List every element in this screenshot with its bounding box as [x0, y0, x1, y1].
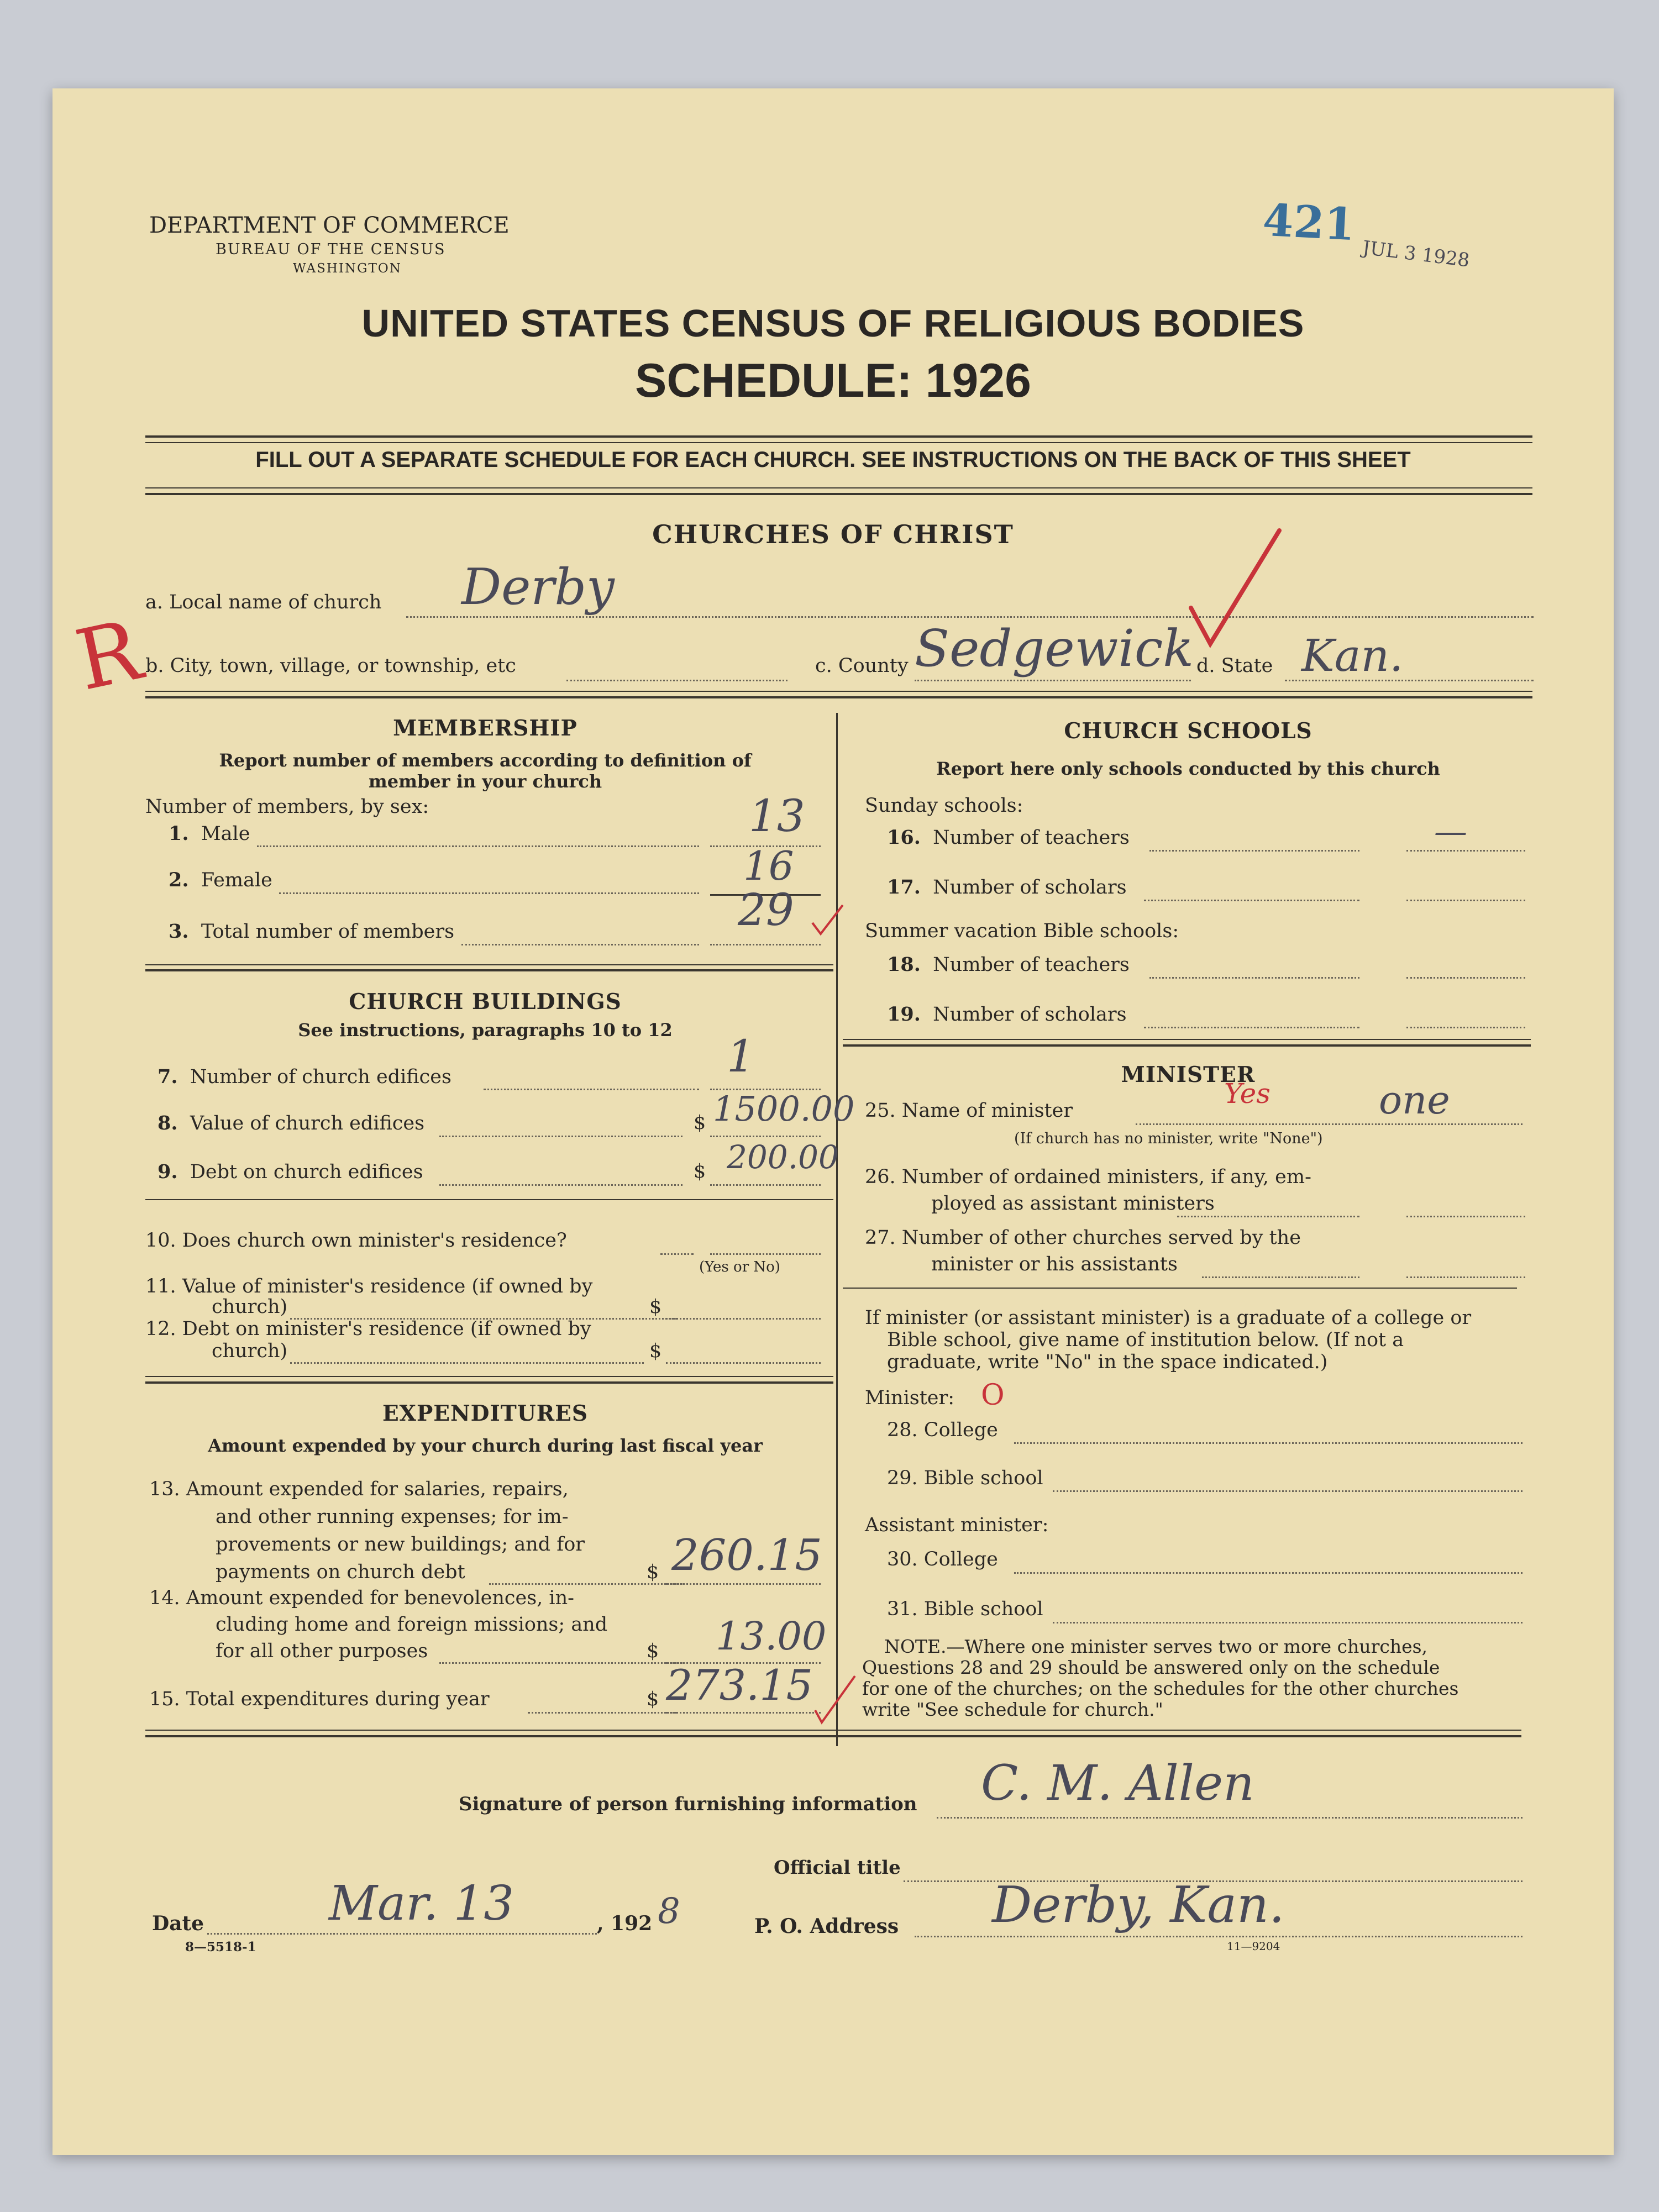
summer-teachers-row [887, 953, 1130, 976]
assistant-college-line [1014, 1572, 1523, 1574]
q15-answer-line [666, 1712, 821, 1714]
section-rule-thin [145, 691, 1532, 692]
edifice-debt-value: 200.00 [727, 1138, 839, 1176]
church-name-line [406, 616, 1534, 618]
q13-line-1: 13. Amount expended for salaries, repairs, [149, 1478, 569, 1500]
form-number-right: 11—9204 [1227, 1940, 1280, 1953]
minister-name-value: one [1379, 1078, 1450, 1123]
edifice-value-label: Value of church edifices [190, 1112, 425, 1134]
members-by-sex-label: Number of members, by sex: [145, 796, 429, 818]
margin-review-mark: R [68, 602, 149, 710]
date-label: Date [152, 1912, 204, 1935]
red-check-mark [1185, 525, 1285, 652]
sunday-schools-label: Sunday schools: [865, 795, 1023, 817]
q15-label: 15. Total expenditures during year [149, 1688, 490, 1710]
minister-name-red-mark: Yes [1224, 1078, 1271, 1110]
male-row [169, 822, 250, 845]
residence-answer-line [710, 1253, 821, 1255]
date-line [207, 1933, 597, 1935]
date-year-digit: 8 [658, 1891, 680, 1932]
summer-teachers-answer-line [1406, 977, 1525, 979]
header-rule-top-thin [145, 442, 1532, 443]
total-members-answer-line [710, 944, 821, 945]
q13-leader [489, 1583, 683, 1585]
edifices-label: Number of church edifices [190, 1066, 452, 1088]
total-members-value: 29 [738, 884, 794, 936]
female-leader [279, 892, 699, 894]
sunday-scholars-number: 17. [887, 876, 921, 899]
sunday-scholars-label: Number of scholars [933, 876, 1127, 899]
edifice-debt-dollar: $ [694, 1160, 706, 1183]
membership-note-1: Report number of members according to definition of [219, 750, 752, 771]
residence-rule [145, 1381, 833, 1384]
bible-school-label: 29. Bible school [887, 1467, 1043, 1489]
sunday-teachers-number: 16. [887, 826, 921, 849]
footer-rule [145, 1735, 1521, 1737]
sunday-scholars-answer-line [1406, 900, 1525, 901]
date-year-prefix: , 192 [597, 1912, 653, 1935]
residence-question: 10. Does church own minister's residence? [145, 1230, 567, 1252]
received-date-stamp: JUL 3 1928 [1361, 237, 1471, 272]
ordained-ministers-leader [1177, 1216, 1359, 1217]
minister-name-line [1136, 1123, 1523, 1125]
assistant-minister-label: Assistant minister: [865, 1514, 1049, 1536]
sunday-teachers-row [887, 826, 1130, 849]
edifice-value-row [158, 1112, 424, 1134]
college-label: 28. College [887, 1419, 998, 1441]
residence-debt-dollar: $ [649, 1340, 662, 1362]
edifices-number: 7. [158, 1065, 178, 1088]
other-churches-leader [1202, 1276, 1359, 1278]
header-rule-bottom [145, 493, 1532, 495]
residence-rule-thin [145, 1376, 833, 1377]
ordained-ministers-answer-line [1406, 1216, 1525, 1217]
note-line-4: write "See schedule for church." [862, 1699, 1163, 1720]
assistant-bible-school-line [1053, 1622, 1523, 1623]
summer-teachers-number: 18. [887, 953, 921, 976]
membership-rule [145, 969, 833, 971]
state-value: Kan. [1301, 630, 1404, 681]
residence-debt-question-1: 12. Debt on minister's residence (if owned by [145, 1318, 591, 1340]
schools-heading: CHURCH SCHOOLS [1064, 718, 1313, 744]
edifice-debt-number: 9. [158, 1160, 178, 1183]
other-churches-line-1: 27. Number of other churches served by the [865, 1227, 1301, 1249]
total-members-number: 3. [169, 920, 189, 943]
q13-line-3: provements or new buildings; and for [216, 1533, 585, 1556]
bureau-city: WASHINGTON [293, 261, 402, 276]
expenditures-note: Amount expended by your church during last fiscal year [208, 1435, 763, 1456]
county-value: Sedgewick [915, 619, 1194, 678]
q15-check [810, 1672, 859, 1727]
summer-scholars-answer-line [1406, 1027, 1525, 1028]
residence-value-question-1: 11. Value of minister's residence (if owned by [145, 1275, 593, 1297]
buildings-rule [145, 1199, 833, 1200]
form-title: UNITED STATES CENSUS OF RELIGIOUS BODIES [361, 302, 1305, 345]
membership-note-2: member in your church [368, 771, 602, 792]
residence-debt-leader [290, 1362, 644, 1364]
edifices-row [158, 1065, 452, 1088]
schedule-year: SCHEDULE: 1926 [635, 354, 1031, 407]
summer-scholars-leader [1144, 1027, 1359, 1028]
q14-dollar: $ [647, 1640, 659, 1662]
footer-rule-thin [145, 1730, 1521, 1731]
female-label: Female [201, 869, 272, 891]
membership-rule-thin [145, 964, 833, 965]
total-members-leader [461, 944, 699, 945]
note-line-2: Questions 28 and 29 should be answered only on the schedule [862, 1657, 1440, 1678]
summer-teachers-leader [1149, 977, 1359, 979]
graduate-instruction-2: Bible school, give name of institution below. (If not a [887, 1329, 1404, 1351]
note-line-1: NOTE.—Where one minister serves two or more churches, [884, 1636, 1428, 1657]
signature-value: C. M. Allen [981, 1754, 1254, 1811]
summer-scholars-row [887, 1003, 1127, 1026]
official-title-label: Official title [774, 1857, 901, 1879]
assistant-bible-school-label: 31. Bible school [887, 1598, 1043, 1620]
sunday-scholars-leader [1144, 900, 1359, 901]
male-leader [257, 845, 699, 847]
total-members-check [810, 901, 848, 939]
residence-debt-answer-line [666, 1362, 821, 1364]
q15-leader [528, 1712, 677, 1714]
minister-education-label: Minister: [865, 1387, 955, 1409]
q14-line-2: cluding home and foreign missions; and [216, 1614, 608, 1636]
residence-debt-question-2: church) [212, 1340, 288, 1362]
church-name-label: a. Local name of church [145, 591, 382, 613]
male-value: 13 [749, 790, 805, 842]
signature-line [937, 1817, 1523, 1819]
edifice-value-leader [439, 1136, 683, 1137]
q14-line-3: for all other purposes [216, 1640, 428, 1662]
instruction-banner: FILL OUT A SEPARATE SCHEDULE FOR EACH CHURCH. SEE INSTRUCTIONS ON THE BACK OF THIS SHEET [255, 448, 1411, 472]
ordained-ministers-line-2: ployed as assistant ministers [931, 1192, 1215, 1215]
department-name: DEPARTMENT OF COMMERCE [149, 213, 510, 238]
other-churches-line-2: minister or his assistants [931, 1253, 1178, 1275]
female-row [169, 869, 272, 891]
total-members-row [169, 920, 454, 943]
bible-school-line [1053, 1490, 1523, 1492]
edifice-debt-label: Debt on church edifices [190, 1161, 423, 1183]
state-label: d. State [1196, 655, 1273, 677]
female-value: 16 [743, 843, 794, 889]
summer-scholars-label: Number of scholars [933, 1003, 1127, 1026]
schools-note: Report here only schools conducted by this church [936, 758, 1440, 779]
q14-line-1: 14. Amount expended for benevolences, in- [149, 1587, 574, 1609]
stamp-number: 421 [1261, 193, 1357, 251]
sunday-scholars-row [887, 876, 1127, 899]
membership-heading: MEMBERSHIP [393, 716, 578, 741]
other-churches-answer-line [1406, 1276, 1525, 1278]
graduate-instruction-3: graduate, write "No" in the space indicated.) [887, 1351, 1328, 1373]
edifice-value-dollar: $ [694, 1112, 706, 1134]
buildings-note: See instructions, paragraphs 10 to 12 [298, 1020, 673, 1041]
yes-no-hint: (Yes or No) [699, 1259, 780, 1275]
assistant-college-label: 30. College [887, 1548, 998, 1570]
sunday-teachers-leader [1149, 850, 1359, 852]
edifice-debt-answer-line [710, 1184, 821, 1186]
q13-value: 260.15 [671, 1531, 822, 1580]
residence-value-question-2: church) [212, 1296, 288, 1318]
male-number: 1. [169, 822, 189, 845]
q13-dollar: $ [647, 1561, 659, 1583]
signature-label: Signature of person furnishing information [459, 1793, 917, 1815]
bureau-name: BUREAU OF THE CENSUS [216, 241, 446, 258]
male-label: Male [201, 823, 250, 845]
residence-value-answer-line [666, 1318, 821, 1320]
denomination-heading: CHURCHES OF CHRIST [652, 519, 1014, 549]
church-name-value: Derby [461, 558, 615, 616]
q13-answer-line [666, 1583, 821, 1585]
summer-scholars-number: 19. [887, 1003, 921, 1026]
schools-rule-thin [843, 1039, 1531, 1040]
schools-rule [843, 1044, 1531, 1047]
edifices-leader [484, 1089, 699, 1090]
column-divider [836, 713, 838, 1746]
edifice-value-value: 1500.00 [713, 1089, 855, 1129]
female-number: 2. [169, 869, 189, 891]
edifice-debt-leader [439, 1184, 683, 1186]
summer-teachers-label: Number of teachers [933, 954, 1130, 976]
census-schedule-sheet [53, 88, 1614, 2155]
college-line [1014, 1442, 1523, 1444]
header-rule-bottom-thin [145, 487, 1532, 488]
edifice-value-number: 8. [158, 1112, 178, 1134]
edifices-value: 1 [727, 1031, 755, 1082]
city-label: b. City, town, village, or township, etc [145, 655, 516, 677]
date-value: Mar. 13 [329, 1876, 514, 1931]
ordained-ministers-line-1: 26. Number of ordained ministers, if any, em- [865, 1166, 1311, 1188]
total-members-label: Total number of members [201, 921, 455, 943]
q14-value: 13.00 [716, 1614, 827, 1659]
summer-schools-label: Summer vacation Bible schools: [865, 920, 1179, 942]
header-rule-top [145, 435, 1532, 438]
form-number-left: 8—5518-1 [185, 1940, 256, 1954]
residence-leader [660, 1253, 694, 1255]
sunday-teachers-value: — [1434, 812, 1467, 851]
minister-name-hint: (If church has no minister, write "None") [1014, 1130, 1323, 1147]
q13-line-2: and other running expenses; for im- [216, 1506, 569, 1528]
minister-rule [843, 1288, 1517, 1289]
section-rule [145, 696, 1532, 698]
po-address-value: Derby, Kan. [992, 1876, 1285, 1934]
county-label: c. County [815, 655, 909, 677]
edifice-debt-row [158, 1160, 423, 1183]
po-address-line [915, 1936, 1523, 1937]
buildings-heading: CHURCH BUILDINGS [349, 989, 622, 1015]
q15-dollar: $ [647, 1688, 659, 1710]
q14-leader [439, 1662, 683, 1664]
edifice-value-answer-line [710, 1136, 821, 1137]
graduate-instruction-1: If minister (or assistant minister) is a graduate of a college or [865, 1307, 1472, 1329]
expenditures-heading: EXPENDITURES [382, 1401, 589, 1426]
po-address-label: P. O. Address [754, 1915, 899, 1938]
sunday-teachers-label: Number of teachers [933, 827, 1130, 849]
minister-education-mark: O [981, 1379, 1005, 1412]
residence-value-dollar: $ [649, 1296, 662, 1318]
county-line [915, 680, 1191, 681]
minister-heading: MINISTER [1121, 1062, 1256, 1087]
minister-name-label: 25. Name of minister [865, 1100, 1073, 1122]
q15-value: 273.15 [666, 1661, 813, 1710]
q13-line-4: payments on church debt [216, 1561, 465, 1583]
city-line [566, 680, 788, 681]
note-line-3: for one of the churches; on the schedules for the other churches [862, 1678, 1459, 1699]
